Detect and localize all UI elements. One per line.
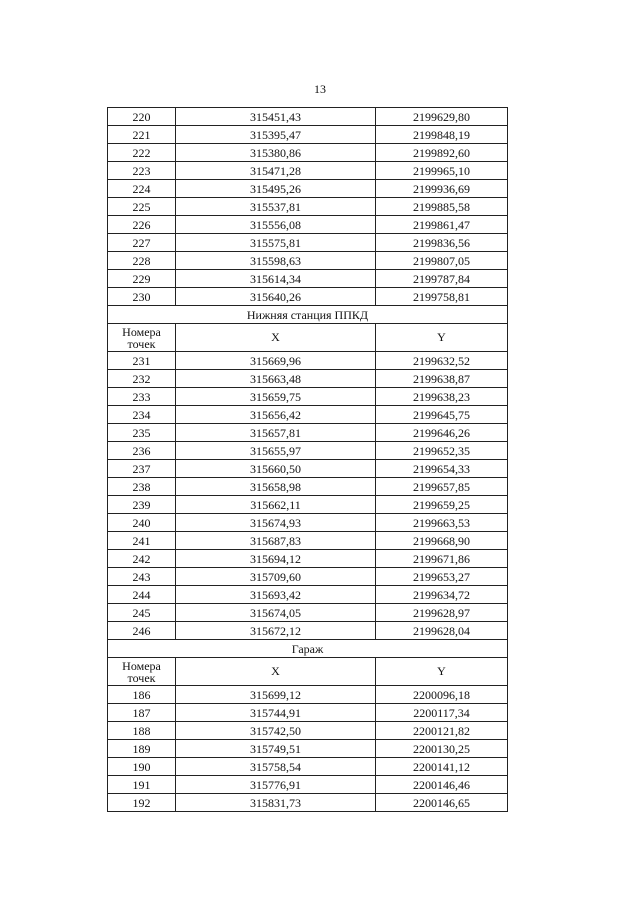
point-number-cell: 242 (108, 550, 176, 568)
x-coordinate-cell: 315640,26 (176, 288, 376, 306)
y-coordinate-cell: 2200146,46 (376, 776, 508, 794)
x-coordinate-cell: 315556,08 (176, 216, 376, 234)
point-number-cell: 236 (108, 442, 176, 460)
x-coordinate-cell: 315744,91 (176, 704, 376, 722)
section-row (108, 306, 508, 324)
y-coordinate-cell: 2199657,85 (376, 478, 508, 496)
x-coordinate-cell: 315749,51 (176, 740, 376, 758)
y-coordinate-cell: 2200130,25 (376, 740, 508, 758)
y-coordinate-cell: 2199638,23 (376, 388, 508, 406)
x-coordinate-cell: 315395,47 (176, 126, 376, 144)
y-coordinate-cell: 2199892,60 (376, 144, 508, 162)
point-number-cell: 223 (108, 162, 176, 180)
point-number-cell: 244 (108, 586, 176, 604)
point-number-cell: 187 (108, 704, 176, 722)
y-coordinate-cell: 2199638,87 (376, 370, 508, 388)
x-coordinate-cell: 315672,12 (176, 622, 376, 640)
table-row (108, 496, 508, 514)
x-coordinate-cell: 315660,50 (176, 460, 376, 478)
table-row (108, 198, 508, 216)
table-row (108, 162, 508, 180)
table-row (108, 776, 508, 794)
point-number-cell: 228 (108, 252, 176, 270)
table-row (108, 126, 508, 144)
table-row (108, 406, 508, 424)
y-coordinate-cell: 2200121,82 (376, 722, 508, 740)
x-coordinate-cell: 315471,28 (176, 162, 376, 180)
point-number-cell: 191 (108, 776, 176, 794)
x-coordinate-cell: 315657,81 (176, 424, 376, 442)
x-coordinate-cell: 315495,26 (176, 180, 376, 198)
section-title: Нижняя станция ППКД (108, 306, 508, 324)
x-coordinate-cell: 315659,75 (176, 388, 376, 406)
x-header: X (176, 658, 376, 686)
x-coordinate-cell: 315380,86 (176, 144, 376, 162)
y-coordinate-cell: 2199885,58 (376, 198, 508, 216)
y-coordinate-cell: 2199861,47 (376, 216, 508, 234)
x-header: X (176, 324, 376, 352)
point-number-cell: 233 (108, 388, 176, 406)
table-row (108, 478, 508, 496)
x-coordinate-cell: 315575,81 (176, 234, 376, 252)
table-row (108, 252, 508, 270)
x-coordinate-cell: 315776,91 (176, 776, 376, 794)
table-row (108, 424, 508, 442)
x-coordinate-cell: 315537,81 (176, 198, 376, 216)
point-number-cell: 188 (108, 722, 176, 740)
table-row (108, 758, 508, 776)
y-coordinate-cell: 2200146,65 (376, 794, 508, 812)
x-coordinate-cell: 315655,97 (176, 442, 376, 460)
y-coordinate-cell: 2199653,27 (376, 568, 508, 586)
table-row (108, 604, 508, 622)
y-coordinate-cell: 2199936,69 (376, 180, 508, 198)
point-numbers-header: Номера точек (108, 324, 176, 352)
point-number-cell: 238 (108, 478, 176, 496)
table-row (108, 622, 508, 640)
table-row (108, 532, 508, 550)
x-coordinate-cell: 315451,43 (176, 108, 376, 126)
point-number-cell: 239 (108, 496, 176, 514)
point-number-cell: 224 (108, 180, 176, 198)
point-number-cell: 231 (108, 352, 176, 370)
table-row (108, 568, 508, 586)
x-coordinate-cell: 315742,50 (176, 722, 376, 740)
table-row (108, 442, 508, 460)
y-coordinate-cell: 2200096,18 (376, 686, 508, 704)
table-row (108, 550, 508, 568)
table-row (108, 722, 508, 740)
table-row (108, 794, 508, 812)
y-coordinate-cell: 2199634,72 (376, 586, 508, 604)
y-header: Y (376, 324, 508, 352)
x-coordinate-cell: 315699,12 (176, 686, 376, 704)
table-row (108, 460, 508, 478)
y-coordinate-cell: 2199659,25 (376, 496, 508, 514)
point-number-cell: 192 (108, 794, 176, 812)
x-coordinate-cell: 315658,98 (176, 478, 376, 496)
y-coordinate-cell: 2199654,33 (376, 460, 508, 478)
table-row (108, 586, 508, 604)
point-number-cell: 220 (108, 108, 176, 126)
point-number-cell: 227 (108, 234, 176, 252)
y-coordinate-cell: 2199632,52 (376, 352, 508, 370)
table-row (108, 352, 508, 370)
x-coordinate-cell: 315693,42 (176, 586, 376, 604)
table-row (108, 388, 508, 406)
point-number-cell: 232 (108, 370, 176, 388)
point-number-cell: 229 (108, 270, 176, 288)
point-number-cell: 190 (108, 758, 176, 776)
table-row (108, 740, 508, 758)
y-coordinate-cell: 2199758,81 (376, 288, 508, 306)
y-coordinate-cell: 2199645,75 (376, 406, 508, 424)
x-coordinate-cell: 315758,54 (176, 758, 376, 776)
point-number-cell: 222 (108, 144, 176, 162)
x-coordinate-cell: 315694,12 (176, 550, 376, 568)
x-coordinate-cell: 315709,60 (176, 568, 376, 586)
table-row (108, 144, 508, 162)
x-coordinate-cell: 315663,48 (176, 370, 376, 388)
point-number-cell: 189 (108, 740, 176, 758)
table-row (108, 704, 508, 722)
x-coordinate-cell: 315831,73 (176, 794, 376, 812)
y-coordinate-cell: 2199848,19 (376, 126, 508, 144)
section-row (108, 640, 508, 658)
table-row (108, 370, 508, 388)
x-coordinate-cell: 315662,11 (176, 496, 376, 514)
point-number-cell: 225 (108, 198, 176, 216)
point-number-cell: 230 (108, 288, 176, 306)
y-coordinate-cell: 2199965,10 (376, 162, 508, 180)
x-coordinate-cell: 315656,42 (176, 406, 376, 424)
y-coordinate-cell: 2199787,84 (376, 270, 508, 288)
table-row (108, 180, 508, 198)
point-number-cell: 235 (108, 424, 176, 442)
coordinates-table (107, 107, 508, 812)
y-coordinate-cell: 2199671,86 (376, 550, 508, 568)
y-coordinate-cell: 2199628,04 (376, 622, 508, 640)
section-title: Гараж (108, 640, 508, 658)
header-row (108, 324, 508, 352)
y-coordinate-cell: 2200141,12 (376, 758, 508, 776)
point-numbers-header: Номера точек (108, 658, 176, 686)
table-row (108, 234, 508, 252)
table-row (108, 288, 508, 306)
point-number-cell: 234 (108, 406, 176, 424)
y-coordinate-cell: 2199629,80 (376, 108, 508, 126)
point-number-cell: 246 (108, 622, 176, 640)
point-number-cell: 186 (108, 686, 176, 704)
y-coordinate-cell: 2199836,56 (376, 234, 508, 252)
x-coordinate-cell: 315687,83 (176, 532, 376, 550)
point-number-cell: 237 (108, 460, 176, 478)
point-number-cell: 241 (108, 532, 176, 550)
y-coordinate-cell: 2199652,35 (376, 442, 508, 460)
y-coordinate-cell: 2199668,90 (376, 532, 508, 550)
point-number-cell: 243 (108, 568, 176, 586)
x-coordinate-cell: 315669,96 (176, 352, 376, 370)
x-coordinate-cell: 315674,05 (176, 604, 376, 622)
table-row (108, 108, 508, 126)
point-number-cell: 226 (108, 216, 176, 234)
point-number-cell: 221 (108, 126, 176, 144)
table-row (108, 686, 508, 704)
table-row (108, 514, 508, 532)
point-number-cell: 245 (108, 604, 176, 622)
x-coordinate-cell: 315614,34 (176, 270, 376, 288)
x-coordinate-cell: 315674,93 (176, 514, 376, 532)
header-row (108, 658, 508, 686)
coordinates-table-body (108, 108, 508, 812)
y-coordinate-cell: 2199646,26 (376, 424, 508, 442)
y-header: Y (376, 658, 508, 686)
x-coordinate-cell: 315598,63 (176, 252, 376, 270)
y-coordinate-cell: 2199663,53 (376, 514, 508, 532)
y-coordinate-cell: 2199628,97 (376, 604, 508, 622)
y-coordinate-cell: 2199807,05 (376, 252, 508, 270)
point-number-cell: 240 (108, 514, 176, 532)
table-row (108, 216, 508, 234)
y-coordinate-cell: 2200117,34 (376, 704, 508, 722)
page-number: 13 (314, 82, 326, 96)
table-row (108, 270, 508, 288)
